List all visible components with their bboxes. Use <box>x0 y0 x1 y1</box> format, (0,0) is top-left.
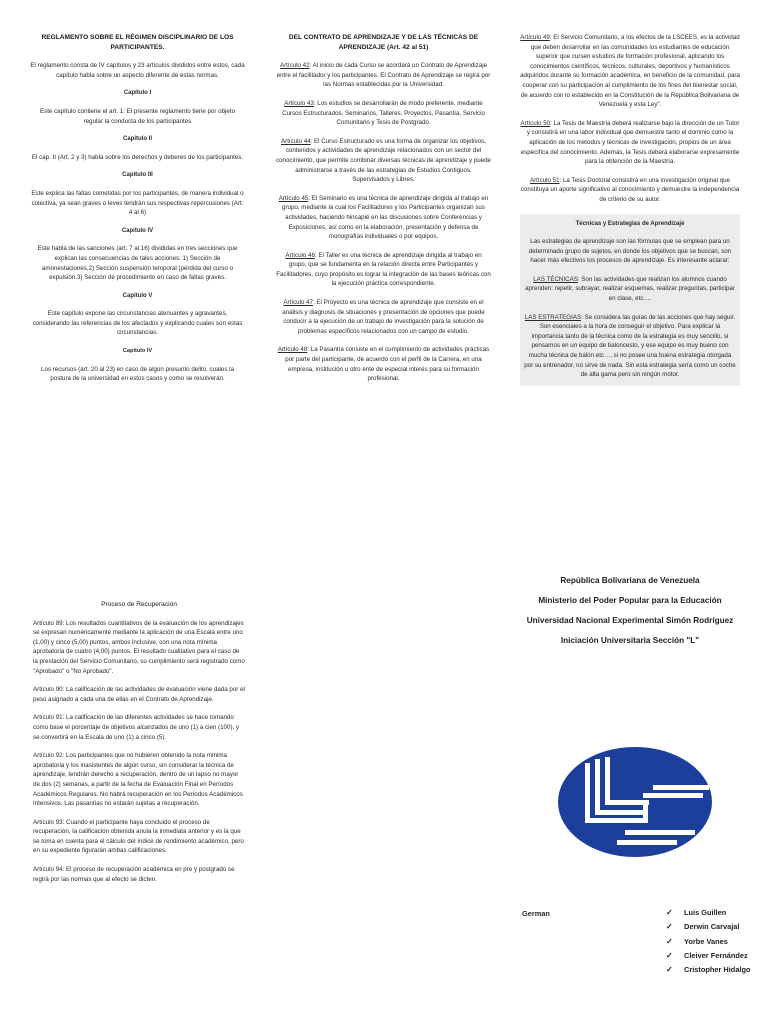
article-paragraph: Artículo 94: El proceso de recuperación académica en pre y postgrado se regirá por las normas que al efecto se dicten. <box>33 866 235 883</box>
name-item <box>666 935 751 949</box>
article-paragraph <box>276 251 491 289</box>
panel-title: Proceso de Recuperación <box>101 601 177 608</box>
chapter-heading: Capitulo IV <box>122 348 153 355</box>
article-paragraph <box>520 119 740 167</box>
estrategias-paragraph <box>524 313 736 380</box>
chapter-heading: Capítulo V <box>122 292 153 299</box>
article-paragraph <box>276 194 491 242</box>
chapter-heading: Capítulo I <box>123 90 152 97</box>
cover-line: Ministerio del Poder Popular para la Educación <box>538 596 722 605</box>
article-paragraph <box>520 33 740 110</box>
name-item <box>666 963 751 977</box>
article-paragraph <box>520 176 740 205</box>
article-paragraph <box>276 61 491 90</box>
chapter-text: El cap. II (Art. 2 y 3) habla sobre los derechos y deberes de los participantes. <box>31 153 244 161</box>
article-paragraph <box>276 298 491 336</box>
cover-line: Universidad Nacional Experimental Simón Rodríguez <box>526 616 734 625</box>
names-list <box>666 906 751 977</box>
unesr-logo <box>555 745 715 860</box>
name-label: Luis Guillen <box>684 908 727 917</box>
estrategias-text: : Se considera las guías de las acciones que hay seguir. Son esenciales a la hora de conseguir el objetivo. Para explicar la importancia tanto de la técnica como de la estrategia es muy sencillo, si pensamos en un equipo de baloncesto, y ese equipo es muy bueno con mucha técnica de balón etc…, si no posee una buena estrategia otorgada por su entrenador, no sirve de nada. Sin esta estrategia sería como un coche de alta gama pero sin ningún motor. <box>524 313 736 379</box>
panel-title: REGLAMENTO SOBRE EL RÉGIMEN DISCIPLINARIO DE LOS PARTICIPANTES. <box>41 34 234 51</box>
tecnicas-paragraph <box>524 275 736 304</box>
estrategias-ref: LAS ESTRATEGIAS <box>524 313 582 321</box>
name-item <box>666 920 751 934</box>
article-paragraph <box>276 345 491 383</box>
article-paragraph: Artículo 93: Cuando el participante haya concluido el proceso de recuperación, la calificación obtenida anula la inmediata anterior y es la que se toma en cuenta para el cálculo del índice de rendimiento académico, pero en su expediente figurarán ambas calificaciones. <box>33 818 244 855</box>
article-ref: Artículo 49 <box>520 34 550 41</box>
article-text: : El Seminario es una técnica de aprendizaje dirigida al trabajo en grupo, mediante la cual los Facilitadores y los Participantes organizan sus actividades, haciendo hincapié en las discusiones sobre Conferencias y Exposiciones, así como en la elaboración, presentación y defensa de monografías individuales o por equipos. <box>282 194 489 241</box>
chapter-heading: Capítulo IV <box>121 227 154 234</box>
check-icon: ✓ <box>666 965 673 975</box>
article-text: : La Pasantía consiste en el cumplimiento de actividades prácticas por parte del participante, de acuerdo con el perfil de la Carrera, en una empresa, institución u otro ente de especial interés para su formación profesional. <box>285 346 490 383</box>
chapter-heading: Capitulo III <box>122 172 153 179</box>
article-ref: Artículo 50 <box>520 119 551 127</box>
article-ref: Artículo 47 <box>283 299 313 307</box>
chapter-text: Este capítulo contiene el art. 1: El presente reglamento tiene por objeto regular la conducta de los participantes <box>39 107 236 125</box>
article-text: : La Tesis Doctoral consistirá en una investigación original que constituya un aporte significativo al conocimiento y demuestre la independencia de criterio de su autor. <box>520 176 740 203</box>
check-icon: ✓ <box>666 936 673 946</box>
article-paragraph <box>276 137 491 185</box>
panel-reglamento <box>30 33 245 393</box>
box-title: Técnicas y Estrategias de Aprendizaje <box>575 220 685 227</box>
cover-line: Iniciación Universitaria Sección "L" <box>560 636 700 645</box>
article-paragraph <box>276 99 491 128</box>
panel-recuperacion <box>33 600 245 893</box>
article-paragraph: Artículo 92: Los participantes que no hubieren obtenido la nota mínima aprobatoria y los inasistentes de algún curso, sin considerar la técnica de aprendizaje, tendrán derecho a recuperación, dentro de un lapso no mayor de dos (2) semanas, a partir de la fecha de Evaluación Final en Períodos Académicos Regulares. No habrá recuperación en los Períodos Académicos Intensivos. Las pasantías no estarán sujetas a recuperación. <box>33 752 243 808</box>
check-icon: ✓ <box>666 908 673 917</box>
article-text: : El Servicio Comunitario, a los efectos de la LSCEES, es la actividad que deben desarrollar en las comunidades los estudiantes de educación superior que cursen estudios de formación profesional, aplicando los conocimientos científicos, técnicos, culturales, deportivos y humanísticos adquiridos durante su formación académica, en beneficio de la comunidad, para cooperar con su participación al cumplimiento de los fines del bienestar social, de acuerdo con lo establecido en la Constitución de la República Bolivariana de Venezuela y esta Ley". <box>520 34 740 109</box>
name-item <box>666 906 751 920</box>
name-label: Cristopher Hidalgo <box>684 965 751 975</box>
panel-tesis <box>520 33 740 386</box>
intro-text: El reglamento consta de IV capítulos y 23 artículos divididos entre estos, cada capítulo habla sobre un aspecto diferente de estas normas. <box>30 62 245 79</box>
name-item <box>666 949 751 963</box>
check-icon: ✓ <box>666 950 673 960</box>
chapter-text: Este habla de las sanciones (art. 7 al 16) divididas en tres secciones que explican las consecuencias de tales acciones: 1) Sección de amonestaciones,2) Sección suspensión temporal (pérdida del curso o expulsión.3) Sección de procedimiento en caso de faltas graves. <box>37 245 238 282</box>
tecnicas-ref: LAS TÉCNICAS <box>533 275 578 283</box>
article-ref: Artículo 45 <box>278 194 309 202</box>
article-ref: Artículo 48 <box>277 346 308 354</box>
panel-contrato <box>276 33 491 393</box>
article-paragraph: Artículo 89: Los resultados cuantitativos de la evaluación de los aprendizajes se expresan numéricamente mediante la aplicación de una Escala entre uno (1,00) y cinco (5,00) puntos, ambos inclusive, con una nota mínima aprobatoria de cuatro (4,00) puntos. El resultado cualitativo para el caso de la prestación del Servicio Comunitario, su cumplimiento será registrado como "Aprobado" o "No Aprobado". <box>33 619 245 675</box>
article-ref: Artículo 46 <box>285 251 315 259</box>
chapter-text: Este explica las faltas cometidas por los participantes, de manera individual o colectiva, ya sean graves o leves tendrán sus respectivas repercusiones (Art. 4 al 6) <box>31 189 244 217</box>
german-label: German <box>522 909 550 918</box>
name-label: Yorbe Vanes <box>684 936 728 946</box>
chapter-text: Este capítulo expone las circunstancias atenuantes y agravantes, considerando las referencias de los afectados y explicando cuales son estas circunstancias. <box>32 310 243 337</box>
article-paragraph: Artículo 90: La calificación de las actividades de evaluación viene dada por el peso asignado a cada una de ellas en el Contrato de Aprendizaje. <box>33 686 245 703</box>
chapter-heading: Capítulo II <box>123 136 152 143</box>
article-ref: Artículo 51 <box>529 176 560 184</box>
tecnicas-box <box>520 214 740 386</box>
article-ref: Artículo 43 <box>284 99 314 107</box>
article-text: : El Curso Estructurado es una forma de organizar los objetivos, contenidos y actividades de aprendizaje relacionados con un sector del conocimiento, que permite combinar diversas técnicas de aprendizaje y puede administrarse a través de las estrategias de Estudios Contiguos, Supervisados y Libres. <box>276 137 491 184</box>
name-label: Cleiver Fernández <box>684 950 748 960</box>
check-icon: ✓ <box>666 922 673 932</box>
article-text: : El Proyecto es una técnica de aprendizaje que consiste en el análisis y diagnosis de situaciones y presentación de opciones que puede conducir a la ejecución de un trabajo de investigación para la solución de problemas específicos relacionados con un campo de estudio. <box>282 299 485 335</box>
cover-header <box>525 575 735 655</box>
article-text: : Al inicio de cada Curso se acordará un Contrato de Aprendizaje entre el facilitador y los participantes. El Contrato de Aprendizaje se regirá por las Normas establecidas por la Universidad. <box>276 62 491 89</box>
name-label: Derwin Carvajal <box>684 922 740 932</box>
article-paragraph: Artículo 91: La calificación de las diferentes actividades se hace tomando como base el porcentaje de objetivos alcanzados de uno (1) a cien (100), y se convertirá en la Escala de uno (1) a cinco (5). <box>33 714 240 741</box>
article-ref: Artículo 42 <box>279 62 310 70</box>
article-ref: Artículo 44 <box>281 137 311 145</box>
box-intro: Las estrategias de aprendizaje son las fórmulas que se emplean para un determinado grupo de sujetos, en donde los objetivos que se buscan, son hacer más efectivos los procesos de aprendizaje. Es interesante aclarar: <box>528 238 732 265</box>
article-text: : Los estudios se desarrollarán de modo preferente, mediante Cursos Estructurados, Seminarios, Talleres, Proyectos, Pasantía, Servicio Comunitario y Tesis de Postgrado. <box>282 99 485 127</box>
panel-title: DEL CONTRATO DE APRENDIZAJE Y DE LAS TÉCNICAS DE APRENDIZAJE (Art. 42 al 51) <box>288 34 479 51</box>
tecnicas-text: : Son las actividades que realizan los alumnos cuando aprenden: repetir, subrayar, realizar esquemas, realizar preguntas, participar en clase, etc…. <box>525 275 735 303</box>
chapter-text: Los recursos (art. 20 al 23) en caso de algún presunto delito, cuales la postura de la universidad en estos casos y como se resolverán. <box>41 365 234 383</box>
article-text: : La Tesis de Maestría deberá realizarse bajo la dirección de un Tutor y consistirá en una labor individual que demuestre tanto el dominio como la aplicación de los métodos y técnicas de investigación, propios de un área específica del conocimiento. Además, la Tesis deberá elaborarse expresamente para la obtención de la Maestría. <box>520 119 740 166</box>
cover-line: República Bolivariana de Venezuela <box>560 576 700 585</box>
article-text: : El Taller es una técnica de aprendizaje dirigida al trabajo en grupo, que se fundamenta en la relación directa entre Participantes y Facilitadores, cuyo propósito es lograr la integración de las bases teóricas con la ejecución práctica correspondiente. <box>276 251 491 288</box>
